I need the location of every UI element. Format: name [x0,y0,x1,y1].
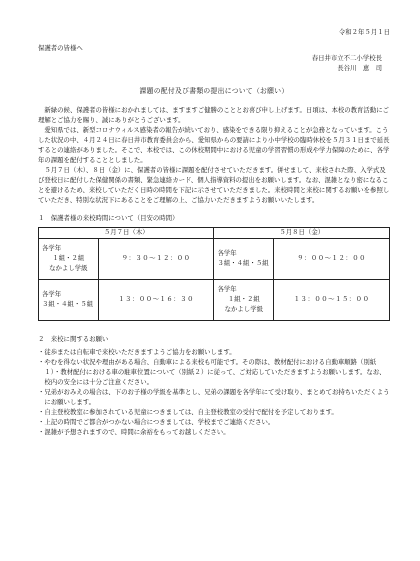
day2-header: ５月８日（金） [214,228,390,239]
issue-date: 令和２年５月１日 [338,28,390,36]
principal-name: 長谷川 恵 司 [337,63,382,72]
list-item: ・上記の時間でご都合がつかない場合につきましては、学校までご連絡ください。 [38,417,275,426]
background-paragraph: 愛知県では、新型コロナウィルス感染者の報告が続いており、感染をできる限り抑えることが急務となっています。こうした状況の中、４月２４日に春日井市教育委員会から、愛知県からの要請により小中学校の臨時休校を５月３１日まで延長するとの連絡がありました。そこで、本校では、この休校期間中における児童の学習習慣の形成や学力保障のために、各学年の課題を配付することとしました。 [38,126,390,164]
day1-morning-time: ９：３０～１２：００ [98,239,214,280]
day1-afternoon-time: １３：００～１６：３０ [98,280,214,321]
addressee: 保護者の皆様へ [38,43,83,52]
day2-morning-time: ９：００～１２：００ [274,239,390,280]
day2-afternoon-time: １３：００～１５：００ [274,280,390,321]
schedule-morning-row [39,239,390,280]
list-item: ・自主登校教室に参加されている児童につきましては、自主登校教室の受付で配付を予定しております。 [38,407,338,416]
day1-morning-group: 各学年 １組・２組 なかよし学級 [39,239,99,280]
school-name: 春日井市立不二小学校長 [311,53,382,62]
schedule-afternoon-row [39,280,390,321]
day1-header: ５月７日（木） [39,228,214,239]
day2-afternoon-group: 各学年 １組・２組 なかよし学級 [214,280,274,321]
visit-schedule-table [38,227,390,321]
section2-heading: ２ 来校に関するお願い [38,335,109,344]
list-item: ・やむを得ない状況や理由がある場合、自動車による来校も可能です。その際は、教材配付における自動車順路（別紙１）・教材配付における車の駐車位置について（別紙２）に従って、ご対応していただきますようお願いします。なお、校内の安全には十分ご注意ください。 [38,358,386,386]
list-item: ・兄弟がおみえの場合は、下のお子様の学級を基準とし、兄弟の課題を各学年にて受け取り、まとめてお持ちいただくようにお願いします。 [38,387,390,406]
day1-afternoon-group: 各学年 ３組・４組・５組 [39,280,99,321]
day2-morning-group: 各学年 ３組・４組・５組 [214,239,274,280]
visit-notes-list [38,348,390,437]
section1-heading: １ 保護者様の来校時間について（目安の時間） [38,214,179,223]
request-paragraph: ５月７日（木）、８日（金）に、保護者の皆様に課題を配付させていただきます。併せまして、来校された際、入学式及び登校日に配付した保健関係の書類、緊急連絡カード、個人指導資料の提出をお願いします。なお、混雑となり密になることを避けるため、来校していただく日時の時間を下記に示させていただきました。来校時間と来校に関するお願いを参照していただき、特別な状況下にあることをご理解の上、ご協力いただきますようお願いいたします。 [38,165,390,204]
list-item: ・混雑が予想されますので、時間に余裕をもってお越しください。 [38,427,230,436]
schedule-header-row [39,228,390,239]
list-item: ・徒歩または自転車で来校いただきますようご協力をお願いします。 [38,348,236,357]
document-title: 課題の配付及び書類の提出について（お願い） [139,86,289,95]
greeting-paragraph: 新緑の候、保護者の皆様におかれましては、ますますご健勝のこととお喜び申し上げます。日頃は、本校の教育活動にご理解とご協力を賜り、誠にありがとうございます。 [38,106,389,125]
